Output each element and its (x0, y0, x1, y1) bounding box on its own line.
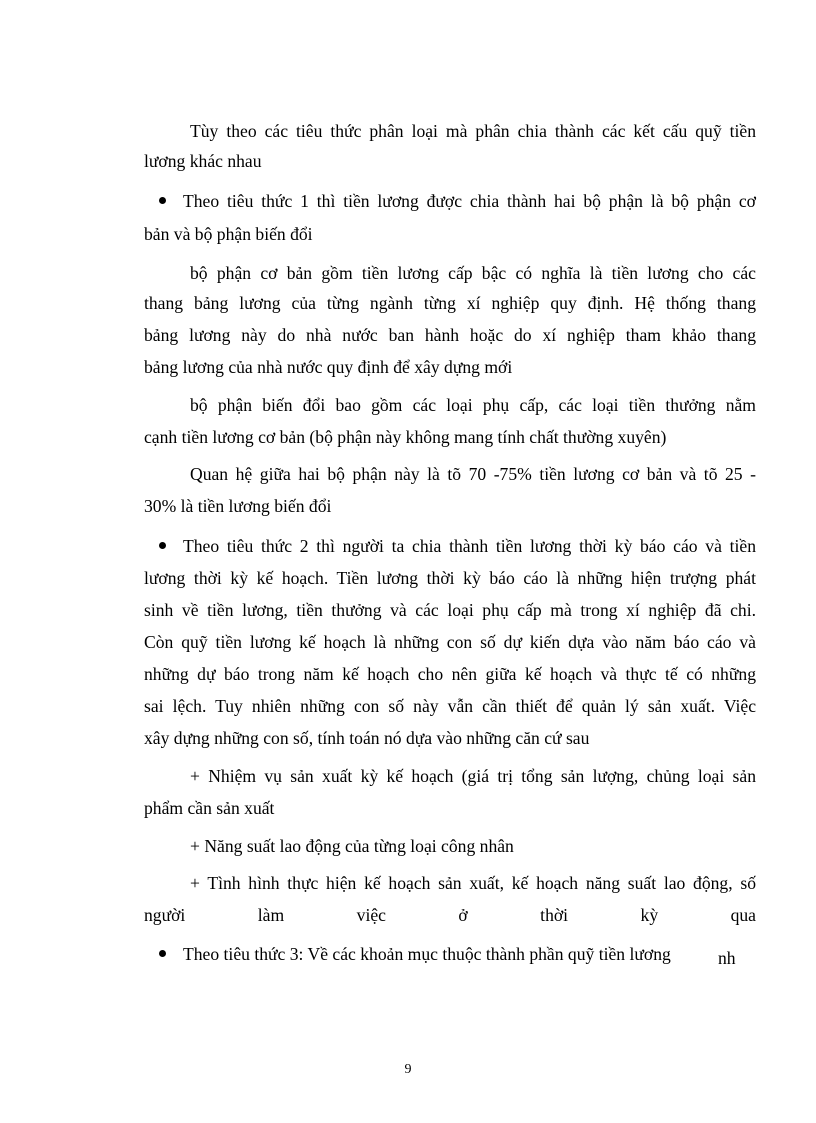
text-line: phẩm cần sản xuất (144, 798, 275, 818)
text-line: lương thời kỳ kế hoạch. Tiền lương thời kỳ báo cáo là những hiện trượng phát (144, 568, 756, 588)
text-line: thang bảng lương của từng ngành từng xí nghiệp quy định. Hệ thống thang (144, 293, 756, 313)
text-line: Theo tiêu thức 2 thì người ta chia thành tiền lương thời kỳ báo cáo và tiền (183, 536, 756, 556)
text-line: những dự báo trong năm kế hoạch cho nên giữa kế hoạch và thực tế có những (144, 664, 756, 684)
text-line: bộ phận biến đổi bao gồm các loại phụ cấp, các loại tiền thưởng nằm (190, 395, 756, 415)
text-line: bảng lương này do nhà nước ban hành hoặc do xí nghiệp tham khảo thang (144, 325, 756, 345)
text-line: Còn quỹ tiền lương kế hoạch là những con số dự kiến dựa vào năm báo cáo và (144, 632, 756, 652)
text-line: Theo tiêu thức 1 thì tiền lương được chia thành hai bộ phận là bộ phận cơ (183, 191, 756, 211)
text-line: 30% là tiền lương biến đổi (144, 496, 332, 516)
text-line: Theo tiêu thức 3: Về các khoản mục thuộc thành phần quỹ tiền lương (183, 944, 671, 964)
text-line: Quan hệ giữa hai bộ phận này là tõ 70 -75% tiền lương cơ bản và tõ 25 - (190, 464, 756, 484)
text-line: sinh về tiền lương, tiền thưởng và các loại phụ cấp mà trong xí nghiệp đã chi. (144, 600, 756, 620)
text-line: lương khác nhau (144, 151, 262, 171)
text-line: xây dựng những con số, tính toán nó dựa vào những căn cứ sau (144, 728, 590, 748)
text-line: bản và bộ phận biến đổi (144, 224, 313, 244)
text-line: cạnh tiền lương cơ bản (bộ phận này không mang tính chất thường xuyên) (144, 427, 667, 447)
text-line: người làm việc ở thời kỳ qua (144, 905, 756, 925)
bullet-icon (159, 197, 166, 204)
bullet-icon (159, 950, 166, 957)
text-line: bảng lương của nhà nước quy định để xây dựng mới (144, 357, 513, 377)
text-line: + Tình hình thực hiện kế hoạch sản xuất, kế hoạch năng suất lao động, số (190, 873, 756, 893)
bullet-icon (159, 542, 166, 549)
text-line: Tùy theo các tiêu thức phân loại mà phân chia thành các kết cấu quỹ tiền (190, 121, 756, 141)
text-line: nh (718, 948, 736, 968)
text-line: bộ phận cơ bản gồm tiền lương cấp bậc có nghĩa là tiền lương cho các (190, 263, 756, 283)
page-number: 9 (404, 1062, 412, 1077)
text-line: sai lệch. Tuy nhiên những con số này vẫn cần thiết để quản lý sản xuất. Việc (144, 696, 756, 716)
text-line: + Năng suất lao động của từng loại công nhân (190, 836, 514, 856)
text-line: + Nhiệm vụ sản xuất kỳ kế hoạch (giá trị tổng sản lượng, chủng loại sản (190, 766, 756, 786)
